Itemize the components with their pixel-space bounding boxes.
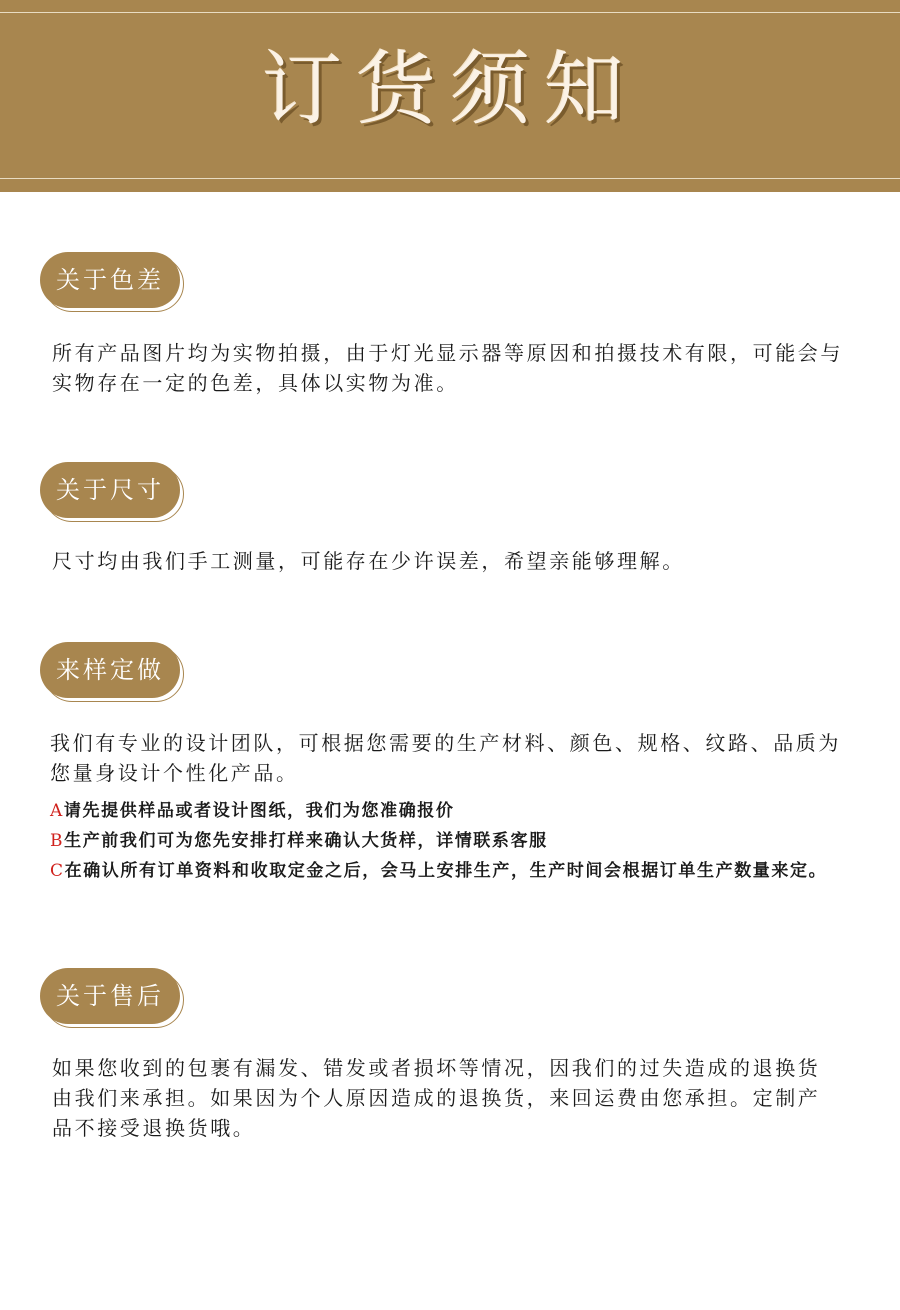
- header-banner: [0, 0, 900, 192]
- step-letter: A: [50, 801, 64, 821]
- step-text: 请先提供样品或者设计图纸，我们为您准确报价: [63, 801, 455, 821]
- list-item: [50, 796, 850, 826]
- custom-order-text: 我们有专业的设计团队，可根据您需要的生产材料、颜色、规格、纹路、品质为您量身设计个性化产品。: [50, 731, 841, 785]
- pill-label: 关于色差: [40, 252, 180, 308]
- banner-bottom-rule: [0, 178, 900, 179]
- section-label-after-sales: [40, 968, 180, 1024]
- section-label-size: [40, 462, 180, 518]
- section-label-custom-order: [40, 642, 180, 698]
- banner-top-rule: [0, 12, 900, 13]
- list-item: [50, 826, 850, 856]
- pill-label: 关于售后: [40, 968, 180, 1024]
- pill-label: 来样定做: [40, 642, 180, 698]
- after-sales-text: 如果您收到的包裹有漏发、错发或者损坏等情况，因我们的过失造成的退换货由我们来承担。如果因为个人原因造成的退换货，来回运费由您承担。定制产品不接受退换货哦。: [52, 1056, 821, 1140]
- custom-order-steps: [50, 796, 850, 886]
- step-letter: B: [50, 831, 65, 851]
- size-text: 尺寸均由我们手工测量，可能存在少许误差，希望亲能够理解。: [52, 549, 685, 573]
- page-title: 订货须知: [262, 43, 638, 136]
- step-letter: C: [50, 861, 65, 881]
- color-difference-text: 所有产品图片均为实物拍摄，由于灯光显示器等原因和拍摄技术有限，可能会与实物存在一定的色差，具体以实物为准。: [52, 341, 843, 395]
- list-item: [50, 856, 850, 886]
- step-text: 在确认所有订单资料和收取定金之后，会马上安排生产，生产时间会根据订单生产数量来定。: [64, 861, 828, 881]
- section-label-color-difference: [40, 252, 180, 308]
- pill-label: 关于尺寸: [40, 462, 180, 518]
- step-text: 生产前我们可为您先安排打样来确认大货样，详情联系客服: [64, 831, 548, 851]
